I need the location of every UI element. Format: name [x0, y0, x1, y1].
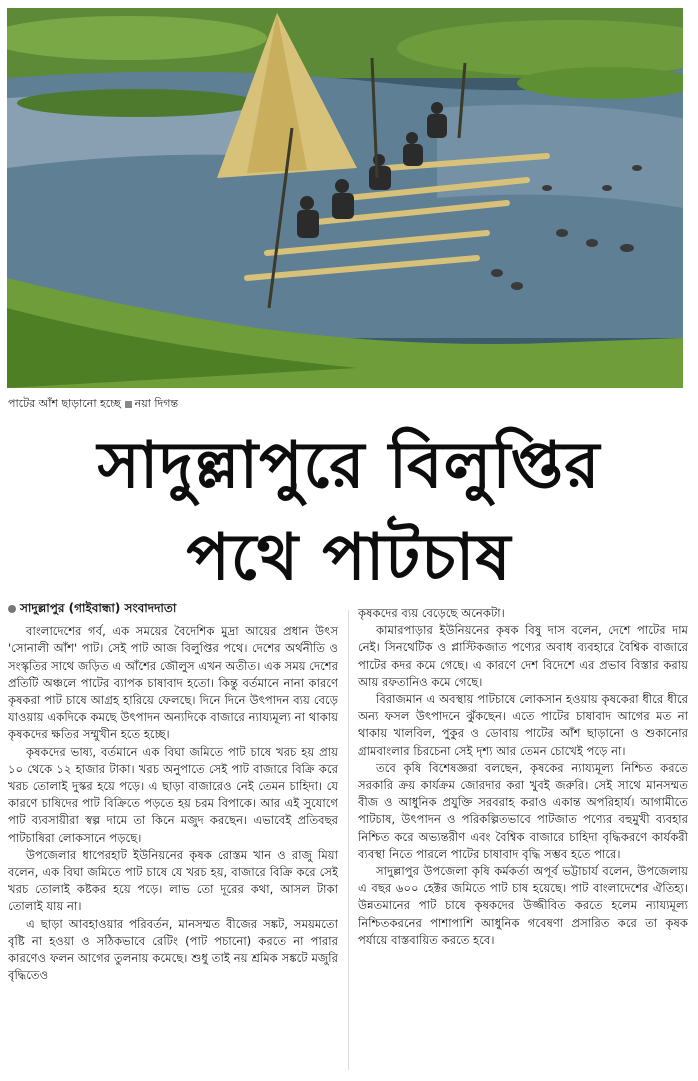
paragraph: কামারপাড়ার ইউনিয়নের কৃষক বিষু দাস বলেন, দেশে পাটের দাম নেই। সিনথেটিক ও প্লাস্টিকজাত পণ্যের অবাধ ব্যবহারে বৈশ্বিক বাজারে পাটের কদর কমে গেছে। এ কারণে দেশ বিদেশে এর প্রভাব বিস্তার করায় আয় রফতানিও কমে গেছে। [358, 623, 688, 689]
byline-text: সাদুল্লাপুর (গাইবান্ধা) সংবাদদাতা [20, 601, 177, 615]
article-column-left [8, 600, 338, 1070]
paragraph: তবে কৃষি বিশেষজ্ঞরা বলছেন, কৃষকের ন্যায্যমূল্য নিশ্চিত করতে সরকারি ক্রয় কার্যক্রম জোরদার করা খুবই জরুরি। সেই সাথে মানসম্মত বীজ ও আধুনিক প্রযুক্তি সরবরাহ করাও একান্ত অপরিহার্য। আগামীতে পাটচাষ, উৎপাদন ও পরিকল্পিতভাবে পাটজাত পণ্যের বহুমুখী ব্যবহার নিশ্চিত করে অভ্যন্তরীণ এবং বৈশ্বিক বাজারে চাহিদা বৃদ্ধিকরণে কার্যকরী ব্যবস্থা নিতে পারলে পাটের চাষাবাদ বৃদ্ধি সম্ভব হতে পারে। [358, 760, 688, 861]
column-divider [348, 610, 349, 1070]
paragraph: বিরাজমান এ অবস্থায় পাটচাষে লোকসান হওয়ায় কৃষকেরা ধীরে ধীরে অন্য ফসল উৎপাদনে ঝুঁকছেন। এতে পাটের চাষাবাদ আগের মত না থাকায় খালবিল, পুকুর ও ডোবায় পাটের আঁশ ছাড়ানো ও শুকানোর গ্রামবাংলার চিরচেনা সেই দৃশ্য আর তেমন চোখেই পড়ে না। [358, 692, 688, 758]
caption-source: নয়া দিগন্ত [134, 397, 179, 410]
jute-retting-photo-icon [7, 8, 683, 388]
byline [8, 600, 338, 617]
paragraph: সাদুল্লাপুর উপজেলা কৃষি কর্মকর্তা অপূর্ব ভট্টাচার্য বলেন, উপজেলায় এ বছর ৬০০ হেক্টর জমিতে পাট চাষ হয়েছে। পাট বাংলাদেশের ঐতিহ্য। উন্নতমানের পাট চাষে কৃষকদের উজ্জীবিত করতে হলেম ন্যায্যমূল্য নিশ্চিতকরনের পাশাপাশি আধুনিক গবেষণা প্রসারিত করে তা কৃষক পর্যায়ে বাস্তবায়িত করতে হবে। [358, 864, 688, 947]
news-photo [7, 8, 683, 388]
paragraph: উপজেলার ধাপেরহাট ইউনিয়নের কৃষক রোস্তম খান ও রাজু মিয়া বলেন, এক বিঘা জমিতে পাট চাষে যে খরচ হয়, বাজারে বিক্রি করে সেই খরচ তোলাই কষ্টকর হয়ে পড়ে। লাভ তো দূরের কথা, আসল টাকা তোলাই যায় না। [8, 847, 338, 914]
paragraph: এ ছাড়া আবহাওয়ার পরিবর্তন, মানসম্মত বীজের সঙ্কট, সময়মতো বৃষ্টি না হওয়া ও সঠিকভাবে রেটিং (পাট পচানো) করতে না পারার কারণেও ফলন আগের তুলনায় কমেছে। শুধু তাই নয় শ্রমিক সঙ্কটে মজুরি বৃদ্ধিতেও [8, 916, 338, 983]
headline-line-1: সাদুল্লাপুরে বিলুপ্তির [97, 429, 601, 503]
headline [0, 420, 698, 604]
bullet-icon [8, 605, 16, 613]
photo-caption [8, 395, 178, 413]
paragraph: বাংলাদেশের গর্ব, এক সময়ের বৈদেশিক মুদ্রা আয়ের প্রধান উৎস 'সোনালী আঁশ' পাট। সেই পাট আজ বিলুপ্তির পথে। দেশের অর্থনীতি ও সংস্কৃতির সাথে জড়িত এ আঁশের জৌলুস এখন অতীত। এক সময় দেশের প্রতিটি অঞ্চলে পাটের ব্যাপক চাষাবাদ হতো। কিন্তু বর্তমানে নানা কারণে কৃষকরা পাট চাষে আগ্রহ হারিয়ে ফেলছে। দিনে দিনে উৎপাদন ব্যয় বেড়ে যাওয়ায় একদিকে কমছে উৎপাদন অন্যদিকে বাজারে ন্যায্যমূল্য না থাকায় কৃষকদের ক্ষতির সম্মুখীন হতে হচ্ছে। [8, 624, 338, 742]
caption-text: পাটের আঁশ ছাড়ানো হচ্ছে [8, 397, 121, 410]
headline-line-2: পথে পাটচাষ [186, 521, 512, 595]
caption-square-icon [125, 401, 132, 408]
paragraph: কৃষকদের ব্যয় বেড়েছে অনেকটা। [358, 606, 505, 620]
paragraph: কৃষকদের ভাষ্য, বর্তমানে এক বিঘা জমিতে পাট চাষে খরচ হয় প্রায় ১০ থেকে ১২ হাজার টাকা। খরচ অনুপাতে সেই পাট বাজারে বিক্রি করে খরচ তোলাই দুস্কর হয়ে পড়ে। এ ছাড়া বাজারেও নেই তেমন চাহিদা। যে কারণে চাষিদের পাট বিক্রিতে পড়তে হয় চরম বিপাকে। আর এই সুযোগে পাট ব্যবসায়ীরা স্বল্প দামে তা কিনে মজুদ করছেন। এভাবেই প্রতিবছর পাটচাষিরা লোকসানে পড়ছে। [8, 744, 338, 845]
article-column-right [358, 605, 688, 1075]
